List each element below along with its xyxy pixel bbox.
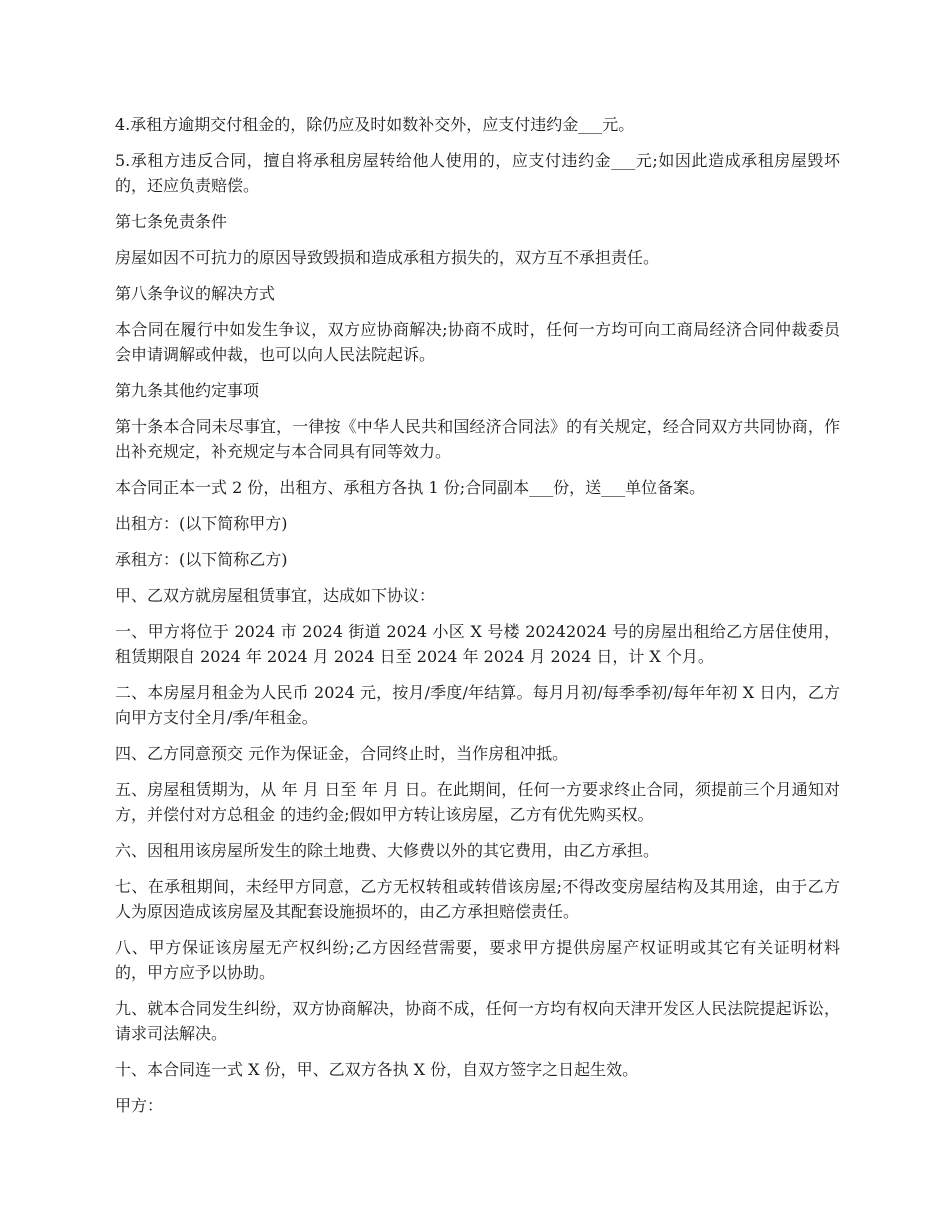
article-7-heading: 第七条免责条件 [115, 212, 228, 231]
item-1-location: 一、甲方将位于 2024 市 2024 街道 2024 小区 X 号楼 20242024 号的房屋出租给乙方居住使用，租赁期限自 2024 年 2024 月 2024 日至 2024 年 2024 月 2024 日，计 X 个月。 [115, 622, 840, 666]
item-7-sublet: 七、在承租期间，未经甲方同意，乙方无权转租或转借该房屋;不得改变房屋结构及其用途，由于乙方人为原因造成该房屋及其配套设施损坏的，由乙方承担赔偿责任。 [115, 877, 840, 921]
clause-sublet-penalty: 5.承租方违反合同，擅自将承租房屋转给他人使用的，应支付违约金___元;如因此造成承租房屋毁坏的，还应负责赔偿。 [115, 151, 840, 195]
article-7-text: 房屋如因不可抗力的原因导致毁损和造成承租方损失的，双方互不承担责任。 [115, 248, 660, 267]
clause-late-rent-penalty: 4.承租方逾期交付租金的，除仍应及时如数补交外，应支付违约金___元。 [115, 115, 635, 134]
item-2-rent: 二、本房屋月租金为人民币 2024 元，按月/季度/年结算。每月月初/每季季初/每年年初 X 日内，乙方向甲方支付全月/季/年租金。 [115, 683, 840, 727]
item-10-effect: 十、本合同连一式 X 份，甲、乙双方各执 X 份，自双方签字之日起生效。 [115, 1060, 639, 1079]
item-8-title: 八、甲方保证该房屋无产权纠纷;乙方因经营需要，要求甲方提供房屋产权证明或其它有关证明材料的，甲方应予以协助。 [115, 938, 840, 982]
item-4-deposit: 四、乙方同意预交 元作为保证金，合同终止时，当作房租冲抵。 [115, 744, 569, 763]
lessor-line: 出租方：(以下简称甲方) [115, 514, 288, 533]
item-9-dispute: 九、就本合同发生纠纷，双方协商解决，协商不成，任何一方均有权向天津开发区人民法院提起诉讼，请求司法解决。 [115, 999, 840, 1043]
article-8-heading: 第八条争议的解决方式 [115, 284, 276, 303]
copies-clause: 本合同正本一式 2 份，出租方、承租方各执 1 份;合同副本___份，送___单位备案。 [115, 478, 706, 497]
document-body [115, 112, 840, 1129]
agreement-intro: 甲、乙双方就房屋租赁事宜，达成如下协议： [115, 586, 436, 605]
lessee-line: 承租方：(以下简称乙方) [115, 550, 288, 569]
article-8-text: 本合同在履行中如发生争议，双方应协商解决;协商不成时，任何一方均可向工商局经济合同仲裁委员会申请调解或仲裁，也可以向人民法院起诉。 [115, 320, 840, 364]
party-a-signature-line: 甲方： [115, 1096, 164, 1115]
article-10-text: 第十条本合同未尽事宜，一律按《中华人民共和国经济合同法》的有关规定，经合同双方共同协商，作出补充规定，补充规定与本合同具有同等效力。 [115, 417, 840, 461]
item-6-fees: 六、因租用该房屋所发生的除土地费、大修费以外的其它费用，由乙方承担。 [115, 841, 660, 860]
article-9-heading: 第九条其他约定事项 [115, 381, 260, 400]
item-5-term: 五、房屋租赁期为，从 年 月 日至 年 月 日。在此期间，任何一方要求终止合同，须提前三个月通知对方，并偿付对方总租金 的违约金;假如甲方转让该房屋，乙方有优先购买权。 [115, 780, 840, 824]
